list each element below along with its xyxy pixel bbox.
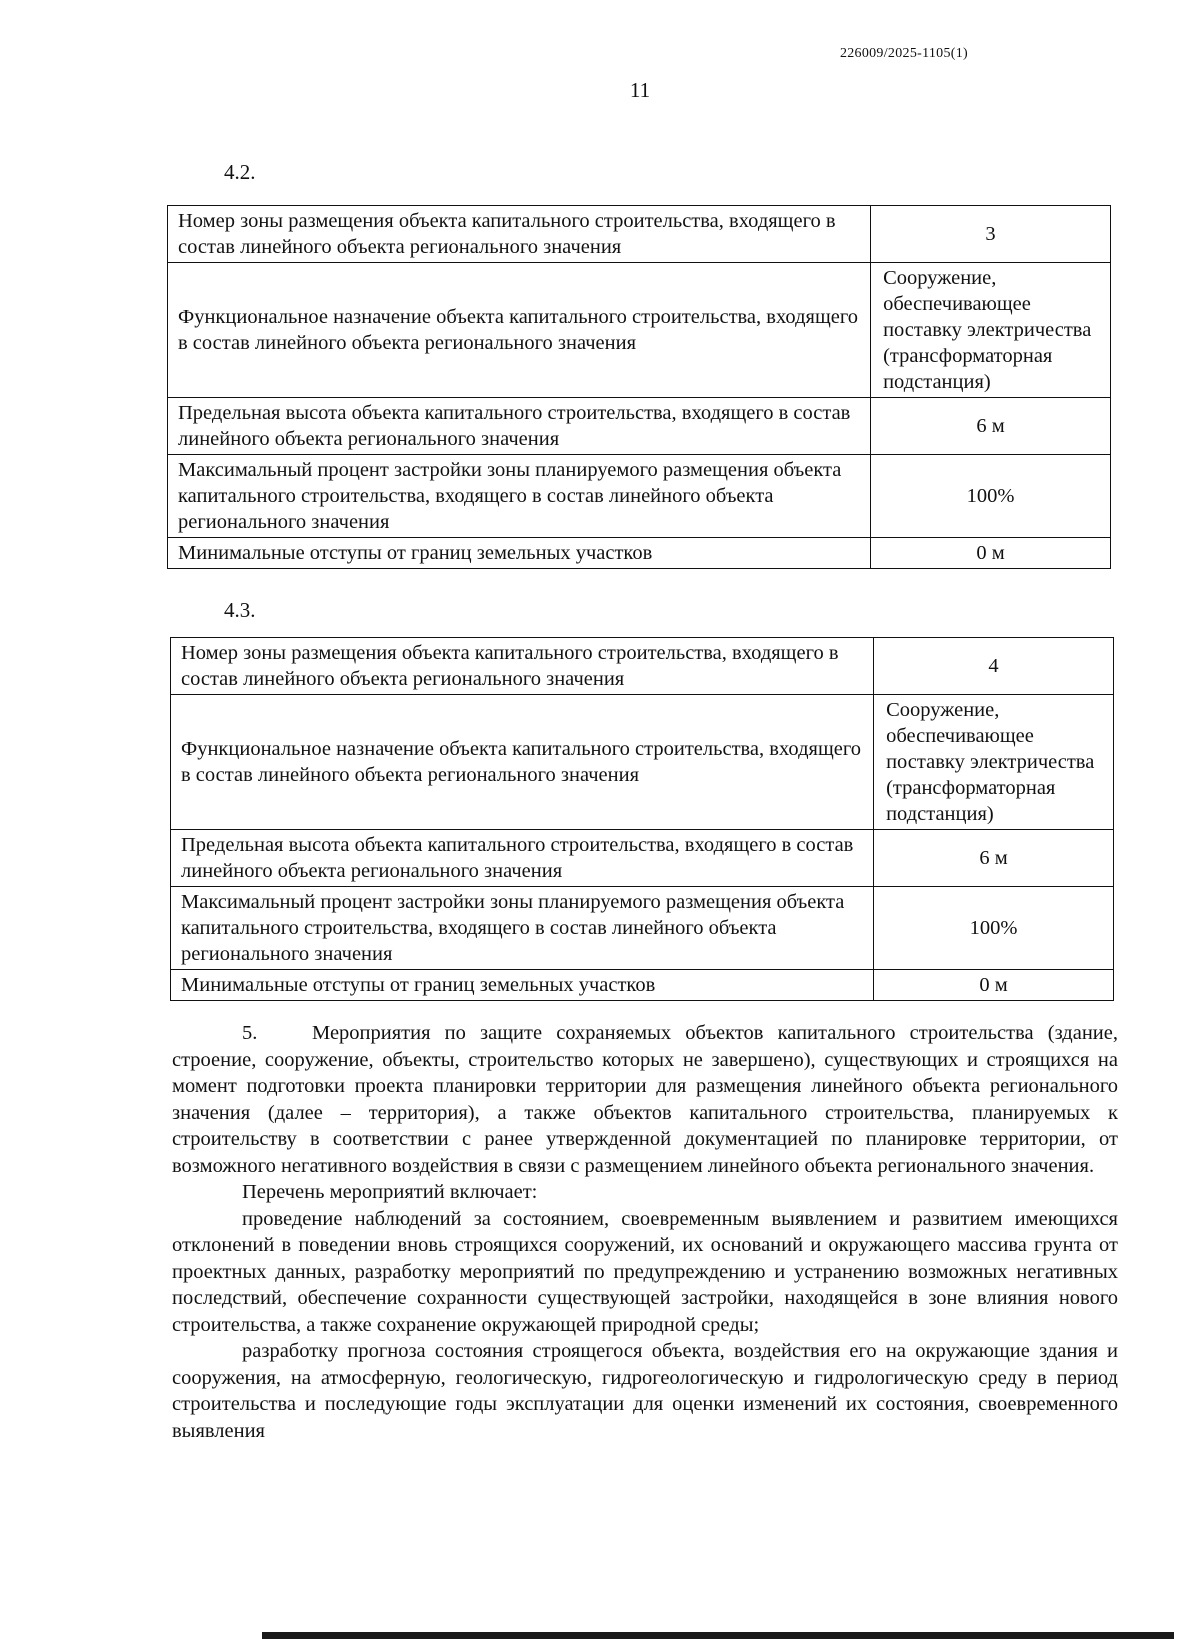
list-intro: Перечень мероприятий включает: (242, 1181, 538, 1203)
section-5-intro-text: Мероприятия по защите сохраняемых объектов капитального строительства (здание, строение, сооружение, объекты, строительство которых не завершено), существующих и строящихся на момент подготовки проекта планировки территории для размещения линейного объекта регионального значения (далее – территория), а также объектов капитального строительства, планируемых к строительству в соответствии с ранее утвержденной документацией по планировке территории, от возможного негативного воздействия в связи с размещением линейного объекта регионального значения. (172, 1022, 1118, 1177)
row-label: Предельная высота объекта капитального строительства, входящего в состав линейного объекта регионального значения (168, 398, 871, 455)
scan-edge-line (262, 1632, 1174, 1639)
row-value: 100% (874, 887, 1114, 970)
row-label: Минимальные отступы от границ земельных участков (171, 970, 874, 1001)
row-value: 4 (874, 638, 1114, 695)
section-number: 4.2. (224, 160, 256, 184)
table-row (171, 695, 1114, 830)
list-item: проведение наблюдений за состоянием, своевременным выявлением и развитием имеющихся отклонений в поведении вновь строящихся сооружений, их оснований и окружающего массива грунта от проектных данных, разработку мероприятий по предупреждению и устранению возможных негативных последствий, обеспечение сохранности существующей застройки, находящейся в зоне влияния нового строительства, а также сохранение окружающей природной среды; (172, 1207, 1118, 1336)
row-label: Функциональное назначение объекта капитального строительства, входящего в состав линейного объекта регионального значения (168, 263, 871, 398)
row-label: Предельная высота объекта капитального строительства, входящего в состав линейного объекта регионального значения (171, 830, 874, 887)
section-5-text (172, 1020, 1118, 1444)
table-row (171, 638, 1114, 695)
params-table (170, 637, 1114, 1001)
table-row (168, 206, 1111, 263)
row-label: Функциональное назначение объекта капитального строительства, входящего в состав линейного объекта регионального значения (171, 695, 874, 830)
table-row (171, 887, 1114, 970)
row-label: Номер зоны размещения объекта капитального строительства, входящего в состав линейного объекта регионального значения (171, 638, 874, 695)
page-number: 11 (629, 78, 651, 102)
section-5-number: 5. (242, 1022, 258, 1044)
table-row (168, 455, 1111, 538)
row-value: Сооружение, обеспечивающее поставку электричества (трансформаторная подстанция) (874, 695, 1114, 830)
row-label: Максимальный процент застройки зоны планируемого размещения объекта капитального строительства, входящего в состав линейного объекта регионального значения (168, 455, 871, 538)
row-value: 6 м (871, 398, 1111, 455)
row-value: 6 м (874, 830, 1114, 887)
row-value: 3 (871, 206, 1111, 263)
row-label: Максимальный процент застройки зоны планируемого размещения объекта капитального строительства, входящего в состав линейного объекта регионального значения (171, 887, 874, 970)
section-number: 4.3. (224, 598, 256, 622)
row-value: 0 м (871, 538, 1111, 569)
table-row (168, 398, 1111, 455)
list-item: разработку прогноза состояния строящегося объекта, воздействия его на окружающие здания и сооружения, на атмосферную, геологическую, гидрогеологическую и гидрологическую среду в период строительства и последующие годы эксплуатации для оценки изменений их состояния, своевременного выявления (172, 1340, 1118, 1442)
params-table (167, 205, 1111, 569)
row-label: Номер зоны размещения объекта капитального строительства, входящего в состав линейного объекта регионального значения (168, 206, 871, 263)
row-value: 100% (871, 455, 1111, 538)
section-5-intro (172, 1020, 1118, 1179)
table-row (168, 538, 1111, 569)
row-label: Минимальные отступы от границ земельных участков (168, 538, 871, 569)
row-value: Сооружение, обеспечивающее поставку электричества (трансформаторная подстанция) (871, 263, 1111, 398)
table-row (171, 970, 1114, 1001)
table-row (171, 830, 1114, 887)
document-code: 226009/2025-1105(1) (839, 46, 968, 61)
table-row (168, 263, 1111, 398)
row-value: 0 м (874, 970, 1114, 1001)
